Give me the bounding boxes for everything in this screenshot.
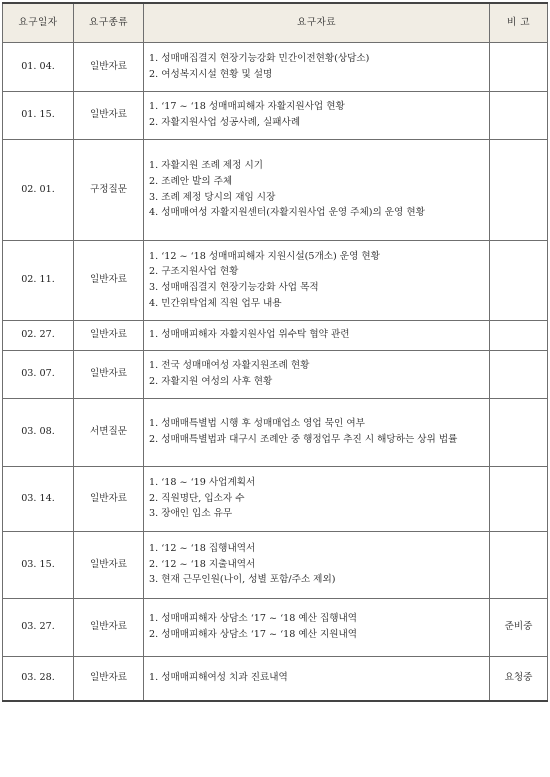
request-type-cell: 일반자료 [74,531,144,598]
requested-materials-cell [144,42,490,91]
request-date-cell: 03. 08. [3,398,74,466]
requested-materials-cell [144,656,490,701]
requested-materials-cell [144,240,490,320]
remarks-cell [490,320,548,350]
request-date-cell: 01. 04. [3,42,74,91]
requested-material-item: 2. 성매매피해자 상담소 ‘17 ~ ‘18 예산 지원내역 [149,629,358,640]
request-date-cell: 03. 14. [3,466,74,531]
requested-material-item: 2. 직원명단, 입소자 수 [149,492,245,504]
request-date-cell: 02. 27. [3,320,74,350]
requested-material-item: 3. 현재 근무인원(나이, 성별 포함/주소 제외) [149,574,336,586]
request-type-cell: 일반자료 [74,320,144,350]
remarks-cell [490,240,548,320]
request-type-cell: 일반자료 [74,656,144,701]
requested-material-item: 2. 자활지원사업 성공사례, 실패사례 [149,117,301,128]
requested-material-item: 1. ‘17 ~ ‘18 성매매피해자 자활지원사업 현황 [149,101,345,113]
request-date-cell: 03. 15. [3,531,74,598]
requested-material-item: 2. 구조지원사업 현황 [149,266,239,278]
request-date-cell: 02. 01. [3,139,74,240]
requested-material-item: 3. 장애인 입소 유무 [149,508,233,520]
requested-materials-cell [144,320,490,350]
requested-material-item: 1. 성매매피해자 자활지원사업 위수탁 협약 관련 [149,329,350,341]
header-requested-materials: 요구자료 [144,3,490,42]
request-type-cell: 일반자료 [74,240,144,320]
requested-material-item: 3. 성매매집결지 현장기능강화 사업 목적 [149,282,319,293]
requested-material-item: 3. 조례 제정 당시의 재임 시장 [149,191,276,203]
table-row [3,91,548,139]
requested-materials-cell [144,598,490,656]
requested-materials-cell [144,91,490,139]
remarks-cell: 요청중 [490,656,548,701]
requested-material-item: 1. ‘18 ~ ‘19 사업계획서 [149,477,256,489]
table-header-row [3,3,548,42]
table-row [3,466,548,531]
requested-material-item: 2. 조례안 발의 주체 [149,175,233,187]
request-date-cell: 01. 15. [3,91,74,139]
request-date-cell: 03. 27. [3,598,74,656]
requested-material-item: 2. 성매매특별법과 대구시 조례안 중 행정업무 추진 시 해당하는 상위 법률 [149,434,458,445]
requested-material-item: 2. 자활지원 여성의 사후 현황 [149,376,273,387]
request-type-cell: 일반자료 [74,466,144,531]
request-date-cell: 03. 07. [3,350,74,398]
request-date-cell: 03. 28. [3,656,74,701]
table-row [3,42,548,91]
header-request-date: 요구일자 [3,3,74,42]
request-type-cell: 일반자료 [74,598,144,656]
requested-materials-cell [144,398,490,466]
table-row [3,240,548,320]
remarks-cell [490,139,548,240]
requested-material-item: 2. ‘12 ~ ‘18 지출내역서 [149,558,256,570]
requested-material-item: 2. 여성복지시설 현황 및 설명 [149,68,273,80]
remarks-cell [490,398,548,466]
request-date-cell: 02. 11. [3,240,74,320]
requested-material-item: 1. 전국 성매매여성 자활지원조례 현황 [149,360,310,372]
requested-materials-cell [144,139,490,240]
requested-material-item: 1. 자활지원 조례 제정 시기 [149,160,264,172]
table-row [3,531,548,598]
requested-material-item: 1. 성매매특별법 시행 후 성매매업소 영업 묵인 여부 [149,418,365,430]
remarks-cell [490,466,548,531]
remarks-cell [490,350,548,398]
remarks-cell [490,531,548,598]
table-body [3,42,548,701]
table-row [3,350,548,398]
header-request-type: 요구종류 [74,3,144,42]
remarks-cell [490,42,548,91]
header-remarks: 비 고 [490,3,548,42]
table-row [3,320,548,350]
requested-material-item: 4. 민간위탁업체 직원 업무 내용 [149,297,282,309]
requested-material-item: 1. 성매매피해여성 치과 진료내역 [149,672,288,684]
table-row [3,598,548,656]
request-type-cell: 구정질문 [74,139,144,240]
table-row [3,139,548,240]
remarks-cell: 준비중 [490,598,548,656]
request-table [2,2,548,702]
requested-material-item: 1. 성매매피해자 상담소 ‘17 ~ ‘18 예산 집행내역 [149,613,358,625]
requested-material-item: 1. ‘12 ~ ‘18 집행내역서 [149,543,256,555]
table-row [3,398,548,466]
requested-materials-cell [144,350,490,398]
request-type-cell: 일반자료 [74,350,144,398]
remarks-cell [490,91,548,139]
requested-materials-cell [144,531,490,598]
request-type-cell: 서면질문 [74,398,144,466]
requested-material-item: 1. ‘12 ~ ‘18 성매매피해자 지원시설(5개소) 운영 현황 [149,250,380,262]
requested-material-item: 1. 성매매집결지 현장기능강화 민간이전현황(상담소) [149,52,370,64]
request-type-cell: 일반자료 [74,91,144,139]
table-row [3,656,548,701]
request-type-cell: 일반자료 [74,42,144,91]
requested-material-item: 4. 성매매여성 자활지원센터(자활지원사업 운영 주체)의 운영 현황 [149,207,425,219]
requested-materials-cell [144,466,490,531]
